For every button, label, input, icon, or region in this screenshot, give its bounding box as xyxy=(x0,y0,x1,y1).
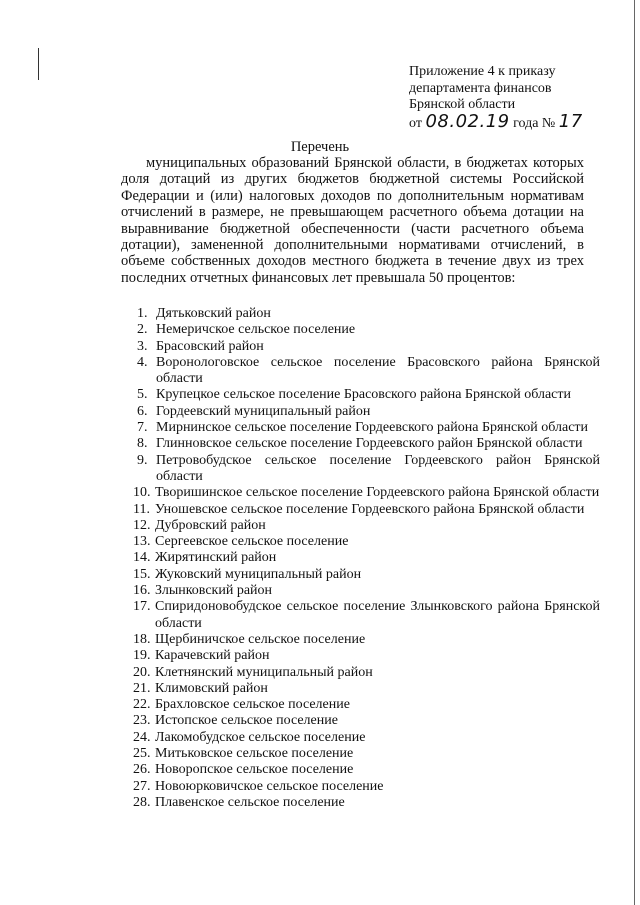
scan-edge-mark xyxy=(38,48,39,80)
list-item xyxy=(133,762,600,778)
scan-edge-line xyxy=(634,0,635,905)
list-item xyxy=(137,306,600,322)
list-item-text: Спиридоновобудское сельское поселение Злынковского района Брянской области xyxy=(155,599,600,631)
list-item-number: 28. xyxy=(133,794,151,810)
list-item-number: 25. xyxy=(133,746,151,762)
list-item xyxy=(137,436,600,452)
list-item-number: 8. xyxy=(137,436,148,452)
municipality-list xyxy=(133,306,600,811)
list-item-text: Клетнянский муниципальный район xyxy=(155,664,373,680)
list-item-number: 22. xyxy=(133,697,151,713)
list-item-text: Глинновское сельское поселение Гордеевского район Брянской области xyxy=(156,436,583,452)
list-item xyxy=(133,485,600,501)
list-item-number: 20. xyxy=(133,664,151,680)
list-item xyxy=(133,648,600,664)
number-sign: № xyxy=(541,115,556,131)
list-item-text: Новоропское сельское поселение xyxy=(155,762,354,778)
list-item-text: Плавенское сельское поселение xyxy=(155,794,345,810)
list-item xyxy=(133,713,600,729)
list-item-text: Немеричское сельское поселение xyxy=(156,322,356,338)
list-item xyxy=(133,680,600,697)
list-item-number: 5. xyxy=(137,387,148,403)
intro-text: муниципальных образований Брянской области, в бюджетах которых доля дотаций из других бюджетов бюджетной системы Российской Федерации и (или) налоговых доходов по дополнительным нормативам отчислений в размере, не превышающем расчетного объема дотации на выравнивание бюджетной обеспеченности (части расчетного объема дотации), замененной дополнительными нормативами отчислений, в объеме собственных доходов местного бюджета в течение двух из трех последних отчетных финансовых лет превышала 50 процентов: xyxy=(121,155,584,286)
list-item-text: Дятьковский район xyxy=(156,306,271,321)
list-item xyxy=(137,387,600,403)
list-item-text: Воронологовское сельское поселение Брасовского района Брянской области xyxy=(156,354,600,387)
list-item-number: 21. xyxy=(133,680,151,696)
intro-paragraph xyxy=(121,155,584,286)
list-item-text: Дубровский район xyxy=(155,517,266,533)
list-item-text: Истопское сельское поселение xyxy=(155,713,338,729)
list-item-number: 27. xyxy=(133,778,151,794)
list-item-number: 12. xyxy=(133,517,151,533)
list-item-text: Петровобудское сельское поселение Гордеевского район Брянской области xyxy=(156,452,600,484)
list-item-text: Гордеевский муниципальный район xyxy=(156,403,371,419)
list-item xyxy=(133,599,600,632)
list-item-number: 18. xyxy=(133,631,151,647)
list-item-number: 7. xyxy=(137,420,148,436)
list-item xyxy=(133,583,600,599)
list-item-text: Крупецкое сельское поселение Брасовского района Брянской области xyxy=(156,387,571,403)
list-item xyxy=(137,404,600,420)
list-item-text: Творишинское сельское поселение Гордеевского района Брянской области xyxy=(155,485,600,501)
list-item xyxy=(137,355,600,388)
list-item-number: 1. xyxy=(137,306,148,321)
list-item xyxy=(133,664,600,681)
list-item xyxy=(137,322,600,338)
list-item xyxy=(133,631,600,648)
list-item xyxy=(137,420,600,436)
list-item-number: 26. xyxy=(133,762,151,778)
list-item xyxy=(133,746,600,762)
year-word: года xyxy=(513,115,539,131)
list-item-number: 11. xyxy=(133,501,150,517)
date-prefix: от xyxy=(409,115,422,131)
document-title: Перечень xyxy=(290,139,350,155)
list-item xyxy=(133,778,600,795)
list-item-text: Щербиничское сельское поселение xyxy=(155,631,366,647)
annex-header xyxy=(409,64,619,132)
list-item-number: 24. xyxy=(133,729,151,745)
list-item-text: Уношевское сельское поселение Гордеевского района Брянской области xyxy=(155,501,585,517)
list-item-text: Брасовский район xyxy=(156,338,264,354)
list-item-number: 6. xyxy=(137,403,148,419)
list-item xyxy=(133,566,600,583)
list-item-number: 19. xyxy=(133,648,151,664)
list-item xyxy=(137,453,600,486)
list-item-text: Лакомобудское сельское поселение xyxy=(155,729,366,745)
list-item xyxy=(133,729,600,746)
list-item-text: Климовский район xyxy=(155,680,268,696)
list-item-number: 9. xyxy=(137,452,148,468)
list-item-text: Жуковский муниципальный район xyxy=(155,566,362,582)
list-item-text: Сергеевское сельское поселение xyxy=(155,534,349,550)
list-item xyxy=(133,550,600,566)
list-item-text: Митьковское сельское поселение xyxy=(155,746,354,762)
list-item-number: 2. xyxy=(137,322,148,338)
handwritten-date: 08.02.19 xyxy=(425,110,510,132)
list-item-number: 16. xyxy=(133,583,151,599)
list-item xyxy=(133,697,600,713)
list-item-number: 13. xyxy=(133,534,151,550)
list-item xyxy=(137,339,600,355)
annex-date-line xyxy=(409,110,619,133)
list-item xyxy=(133,517,600,534)
list-item-text: Мирнинское сельское поселение Гордеевского района Брянской области xyxy=(156,420,589,436)
list-item-text: Злынковский район xyxy=(155,583,273,599)
list-item-text: Карачевский район xyxy=(155,648,270,664)
list-item-text: Новоюрковичское сельское поселение xyxy=(155,778,384,794)
list-item-number: 15. xyxy=(133,566,151,582)
list-item-number: 14. xyxy=(133,550,151,566)
annex-line-2: департамента финансов xyxy=(409,80,552,96)
list-item xyxy=(133,794,600,811)
list-item-number: 4. xyxy=(137,354,148,370)
list-item-number: 17. xyxy=(133,599,151,615)
list-item xyxy=(133,534,600,550)
list-item-number: 10. xyxy=(133,485,151,501)
list-item-text: Жирятинский район xyxy=(155,550,277,566)
annex-line-3: Брянской области xyxy=(409,97,516,112)
annex-line-1: Приложение 4 к приказу xyxy=(409,64,556,79)
list-item-number: 3. xyxy=(137,338,148,354)
list-item-number: 23. xyxy=(133,713,151,729)
handwritten-number: 17 xyxy=(558,110,583,132)
list-item xyxy=(133,501,600,518)
list-item-text: Брахловское сельское поселение xyxy=(155,697,350,713)
